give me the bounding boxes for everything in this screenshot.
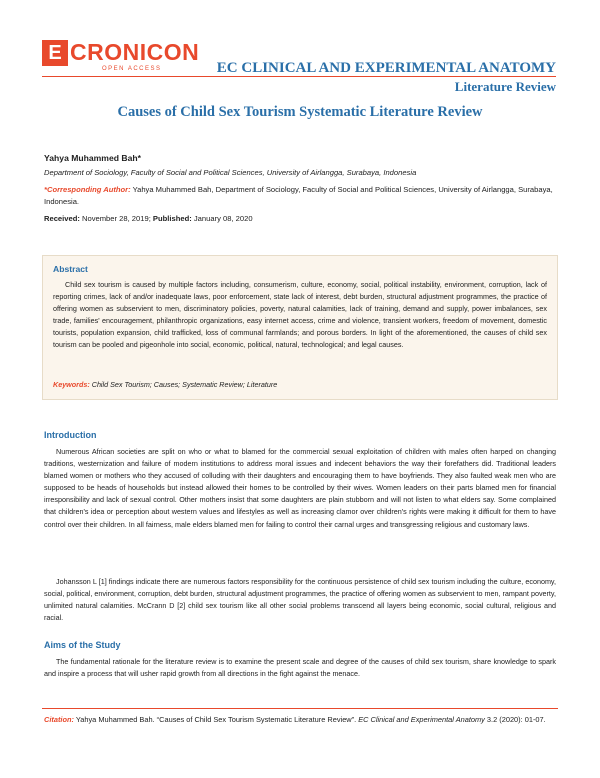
logo-wordmark: CRONICON [70, 39, 200, 65]
published-date: January 08, 2020 [191, 214, 253, 223]
received-date: November 28, 2019; [79, 214, 153, 223]
article-type: Literature Review [454, 79, 556, 94]
abstract-text: Child sex tourism is caused by multiple factors including, consumerism, culture, economy, social, political instability, environment, corruption, lack of reporting crimes, lack of and/or inadequate laws, poor enforcement, state lack of interest, debt burden, structural adjustment programmes, the practice of offering women as subservient to men, discriminatory policies, poverty, natural calamities, lack of training, demand and supply, power imbalances, sex trade, families' encouragement, philanthropic organizations, easy internet access, crime and violence, transient workers, freedom of movement, domestic tourists, population expansion, child trafficked, loss of communal farmlands; and porous borders. In light of the aforementioned, the causes of child sex tourism can be pooled and pigeonhole into social, economic, political, natural, technological; and legal causes. [53, 280, 547, 350]
citation [44, 714, 556, 727]
cronicon-logo[interactable] [42, 40, 202, 76]
citation-label: Citation: [44, 715, 74, 724]
citation-text: Yahya Muhammed Bah. “Causes of Child Sex Tourism Systematic Literature Review”. [73, 715, 359, 724]
corresponding-text: Yahya Muhammed Bah, Department of Sociology, Faculty of Social and Political Sciences, University of Airlangga, Surabaya, Indonesia. [44, 185, 553, 206]
citation-tail: 3.2 (2020): 01-07. [484, 715, 546, 724]
article-dates [44, 214, 253, 223]
citation-journal: EC Clinical and Experimental Anatomy [358, 715, 485, 724]
aims-paragraph: The fundamental rationale for the literature review is to examine the present scale and degree of the causes of child sex tourism, share knowledge to spark and inspire a process that will usher rapid growth from all directions in the fight against the menace. [44, 657, 556, 679]
introduction-heading: Introduction [44, 430, 97, 440]
footer-divider [42, 708, 558, 709]
keywords-label: Keywords: [53, 380, 90, 389]
author-affiliation: Department of Sociology, Faculty of Social and Political Sciences, University of Airlangga, Surabaya, Indonesia [44, 168, 417, 177]
aims-heading: Aims of the Study [44, 640, 121, 650]
introduction-paragraph-2: Johansson L [1] findings indicate there are numerous factors responsibility for the continuous persistence of child sex tourism including the culture, economy, social, political, environment, corruption, debt burden, structural adjustment programmes, the practice of offering women as subservient to men, rampant poverty, unlimited natural calamities. McCrann D [2] child sex tourism like all other social problems transcend all layers being economic, social cultural, religious and racial. [44, 577, 556, 623]
corresponding-author [44, 184, 554, 208]
logo-e-mark: E [42, 40, 68, 66]
journal-title: EC CLINICAL AND EXPERIMENTAL ANATOMY [216, 60, 556, 76]
received-label: Received: [44, 214, 80, 223]
keywords-text: Child Sex Tourism; Causes; Systematic Review; Literature [89, 380, 278, 389]
introduction-paragraph-1: Numerous African societies are split on who or what to blamed for the commercial sexual exploitation of children with males often harped on changing traditions, westernization and failure of modern institutions to address moral issues and indecent behaviors the way their forefathers did. Traditional leaders blamed women or mothers who they accused of colluding with their daughters and encouraging them to have boyfriends. They also faulted weak men who are supposed to be heads of households but instead allowed their homes to be controlled by their wives. Women leaders on their parts blamed men for financial irresponsibility and lack of sexual control. Other mothers insist that some daughters are plain stubborn and will not listen to what elders say. Some complained that children's idea or perception about western values and lifestyles as well as increasing clamor over children's rights were making it difficult for them to have control over their children. In all fairness, male elders blamed men for failing to control their carnal urges and transgressing religious and customary laws. [44, 447, 556, 529]
keywords [53, 380, 277, 389]
author-name: Yahya Muhammed Bah* [44, 153, 141, 163]
article-title: Causes of Child Sex Tourism Systematic Literature Review [117, 104, 483, 120]
corresponding-label: *Corresponding Author: [44, 185, 131, 194]
logo-tagline: OPEN ACCESS [102, 66, 162, 72]
abstract-heading: Abstract [53, 264, 88, 274]
published-label: Published: [152, 214, 192, 223]
